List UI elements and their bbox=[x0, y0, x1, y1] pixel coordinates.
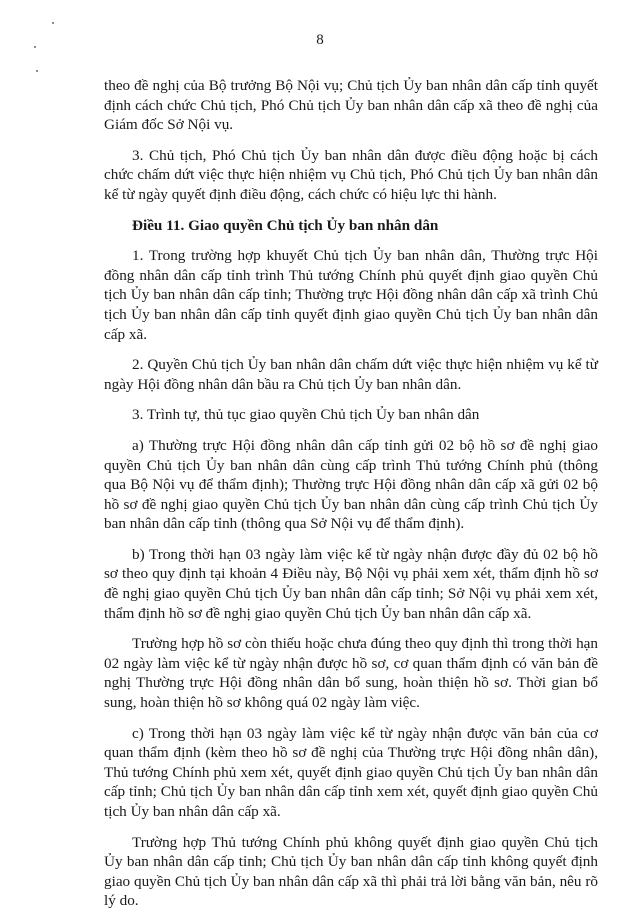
document-body bbox=[104, 76, 598, 922]
scan-speck bbox=[36, 70, 38, 72]
paragraph-point-a: a) Thường trực Hội đồng nhân dân cấp tỉnh gửi 02 bộ hồ sơ đề nghị giao quyền Chủ tịch Ủy ban nhân dân cùng cấp trình Thủ tướng Chính phủ (thông qua Bộ Nội vụ để thẩm định); Thường trực Hội đồng nhân dân cấp xã gửi 02 bộ hồ sơ đề nghị giao quyền Chủ tịch Ủy ban nhân dân cùng cấp trình Chủ tịch Ủy ban nhân dân cấp tỉnh (thông qua Sở Nội vụ để thẩm định). bbox=[104, 436, 598, 533]
paragraph-clause-2: 2. Quyền Chủ tịch Ủy ban nhân dân chấm dứt việc thực hiện nhiệm vụ kể từ ngày Hội đồng nhân dân bầu ra Chủ tịch Ủy ban nhân dân. bbox=[104, 356, 598, 393]
paragraph-point-b: b) Trong thời hạn 03 ngày làm việc kể từ ngày nhận được đầy đủ 02 bộ hồ sơ theo quy định tại khoản 4 Điều này, Bộ Nội vụ phải xem xét, thẩm định hồ sơ đề nghị giao quyền Chủ tịch Ủy ban nhân dân cấp tỉnh; Sở Nội vụ phải xem xét, thẩm định hồ sơ đề nghị giao quyền Chủ tịch Ủy ban nhân dân cấp xã. bbox=[104, 545, 598, 622]
scan-speck bbox=[52, 22, 54, 24]
paragraph-incomplete-dossier: Trường hợp hồ sơ còn thiếu hoặc chưa đúng theo quy định thì trong thời hạn 02 ngày làm việc kể từ ngày nhận được hồ sơ, cơ quan thẩm định có văn bản đề nghị Thường trực Hội đồng nhân dân bổ sung, hoàn thiện hồ sơ. Thời gian bổ sung, hoàn thiện hồ sơ không quá 02 ngày làm việc. bbox=[104, 635, 598, 712]
paragraph-refusal: Trường hợp Thủ tướng Chính phủ không quyết định giao quyền Chủ tịch Ủy ban nhân dân cấp tỉnh; Chủ tịch Ủy ban nhân dân cấp tỉnh không quyết định giao quyền Chủ tịch Ủy ban nhân dân cấp xã thì phải trả lời bằng văn bản, nêu rõ lý do. bbox=[104, 833, 598, 910]
paragraph-clause-3-dismissal: 3. Chủ tịch, Phó Chủ tịch Ủy ban nhân dân được điều động hoặc bị cách chức chấm dứt việc thực hiện nhiệm vụ Chủ tịch, Phó Chủ tịch Ủy ban nhân dân kể từ ngày quyết định điều động, cách chức có hiệu lực thi hành. bbox=[104, 146, 598, 203]
page-number: 8 bbox=[316, 32, 324, 48]
paragraph-continuation: theo đề nghị của Bộ trưởng Bộ Nội vụ; Chủ tịch Ủy ban nhân dân cấp tỉnh quyết định cách chức Chủ tịch, Phó Chủ tịch Ủy ban nhân dân cấp xã theo đề nghị của Giám đốc Sở Nội vụ. bbox=[104, 77, 598, 134]
paragraph-clause-1: 1. Trong trường hợp khuyết Chủ tịch Ủy ban nhân dân, Thường trực Hội đồng nhân dân cấp tỉnh trình Thủ tướng Chính phủ quyết định giao quyền Chủ tịch Ủy ban nhân dân cấp tỉnh; Thường trực Hội đồng nhân dân cấp xã trình Chủ tịch Ủy ban nhân dân cấp tỉnh quyết định giao quyền Chủ tịch Ủy ban nhân dân cấp xã. bbox=[104, 247, 598, 343]
paragraph-clause-3: 3. Trình tự, thủ tục giao quyền Chủ tịch Ủy ban nhân dân bbox=[132, 406, 480, 424]
article-11-heading: Điều 11. Giao quyền Chủ tịch Ủy ban nhân dân bbox=[132, 216, 439, 234]
paragraph-point-c: c) Trong thời hạn 03 ngày làm việc kể từ ngày nhận được văn bản của cơ quan thẩm định (kèm theo hồ sơ đề nghị của Thường trực Hội đồng nhân dân), Thủ tướng Chính phủ xem xét, quyết định giao quyền Chủ tịch Ủy ban nhân dân cấp tỉnh; Chủ tịch Ủy ban nhân dân cấp tỉnh xem xét, quyết định giao quyền Chủ tịch Ủy ban nhân dân cấp xã. bbox=[104, 724, 598, 820]
